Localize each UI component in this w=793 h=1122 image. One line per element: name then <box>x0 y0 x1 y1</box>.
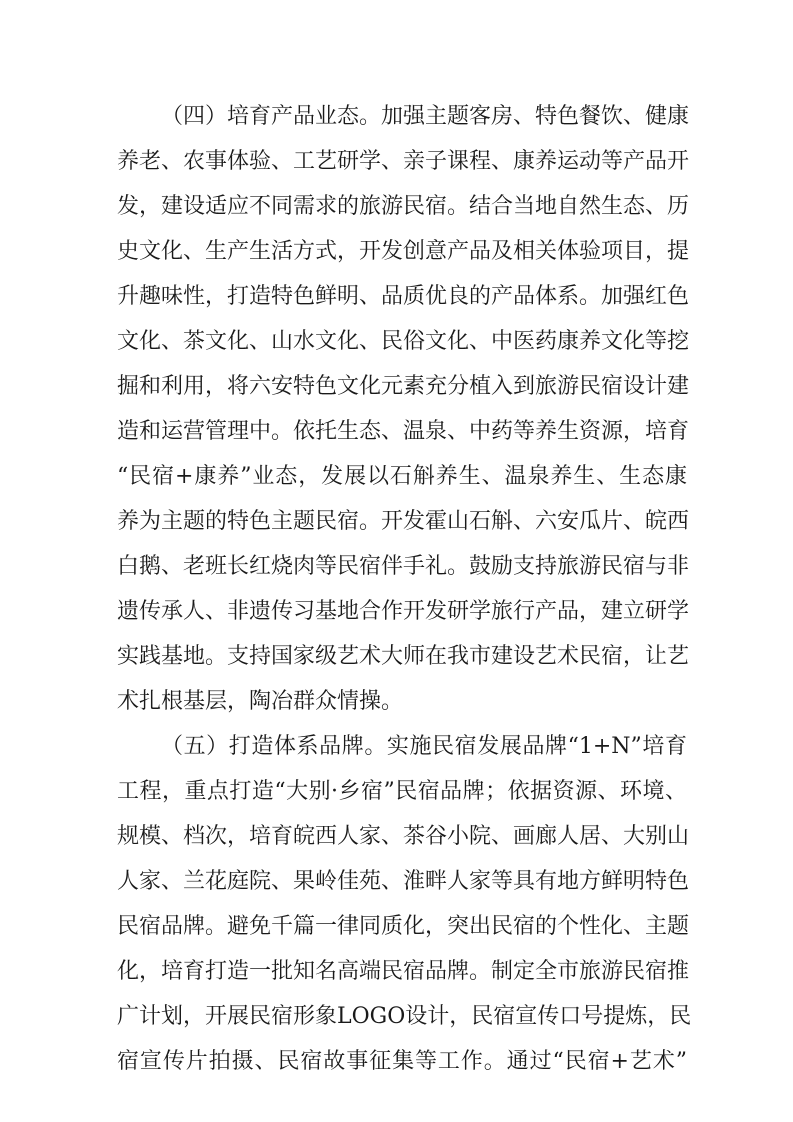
text-line: （五）打造体系品牌。实施民宿发展品牌“1+N”培育 <box>161 734 687 759</box>
text-line: 养为主题的特色主题民宿。开发霍山石斛、六安瓜片、皖西 <box>117 509 690 534</box>
text-line: 发，建设适应不同需求的旅游民宿。结合当地自然生态、历 <box>117 194 690 219</box>
text-line: 掘和利用，将六安特色文化元素充分植入到旅游民宿设计建 <box>117 374 690 399</box>
text-line: 文化、茶文化、山水文化、民俗文化、中医药康养文化等挖 <box>117 329 690 354</box>
text-line: 工程，重点打造“大别·乡宿”民宿品牌；依据资源、环境、 <box>117 779 687 804</box>
text-line: 广计划，开展民宿形象LOGO设计，民宿宣传口号提炼，民 <box>117 1004 692 1029</box>
text-line: 遗传承人、非遗传习基地合作开发研学旅行产品，建立研学 <box>117 599 690 624</box>
text-line: 史文化、生产生活方式，开发创意产品及相关体验项目，提 <box>117 239 690 264</box>
text-line: 实践基地。支持国家级艺术大师在我市建设艺术民宿，让艺 <box>117 644 690 669</box>
text-line: 民宿品牌。避免千篇一律同质化，突出民宿的个性化、主题 <box>117 914 690 939</box>
text-line: 养老、农事体验、工艺研学、亲子课程、康养运动等产品开 <box>117 149 690 174</box>
text-line: 人家、兰花庭院、果岭佳苑、淮畔人家等具有地方鲜明特色 <box>117 869 690 894</box>
text-line: 规模、档次，培育皖西人家、茶谷小院、画廊人居、大别山 <box>117 824 690 849</box>
text-line: 术扎根基层，陶冶群众情操。 <box>117 689 404 714</box>
text-line: “民宿+康养”业态，发展以石斛养生、温泉养生、生态康 <box>117 464 687 489</box>
text-line: 宿宣传片拍摄、民宿故事征集等工作。通过“民宿+艺术” <box>117 1049 687 1074</box>
text-line: 造和运营管理中。依托生态、温泉、中药等养生资源，培育 <box>117 419 690 444</box>
text-line: 升趣味性，打造特色鲜明、品质优良的产品体系。加强红色 <box>117 284 690 309</box>
text-line: 白鹅、老班长红烧肉等民宿伴手礼。鼓励支持旅游民宿与非 <box>117 554 690 579</box>
text-line: 化，培育打造一批知名高端民宿品牌。制定全市旅游民宿推 <box>117 959 690 984</box>
text-line: （四）培育产品业态。加强主题客房、特色餐饮、健康 <box>161 104 690 129</box>
